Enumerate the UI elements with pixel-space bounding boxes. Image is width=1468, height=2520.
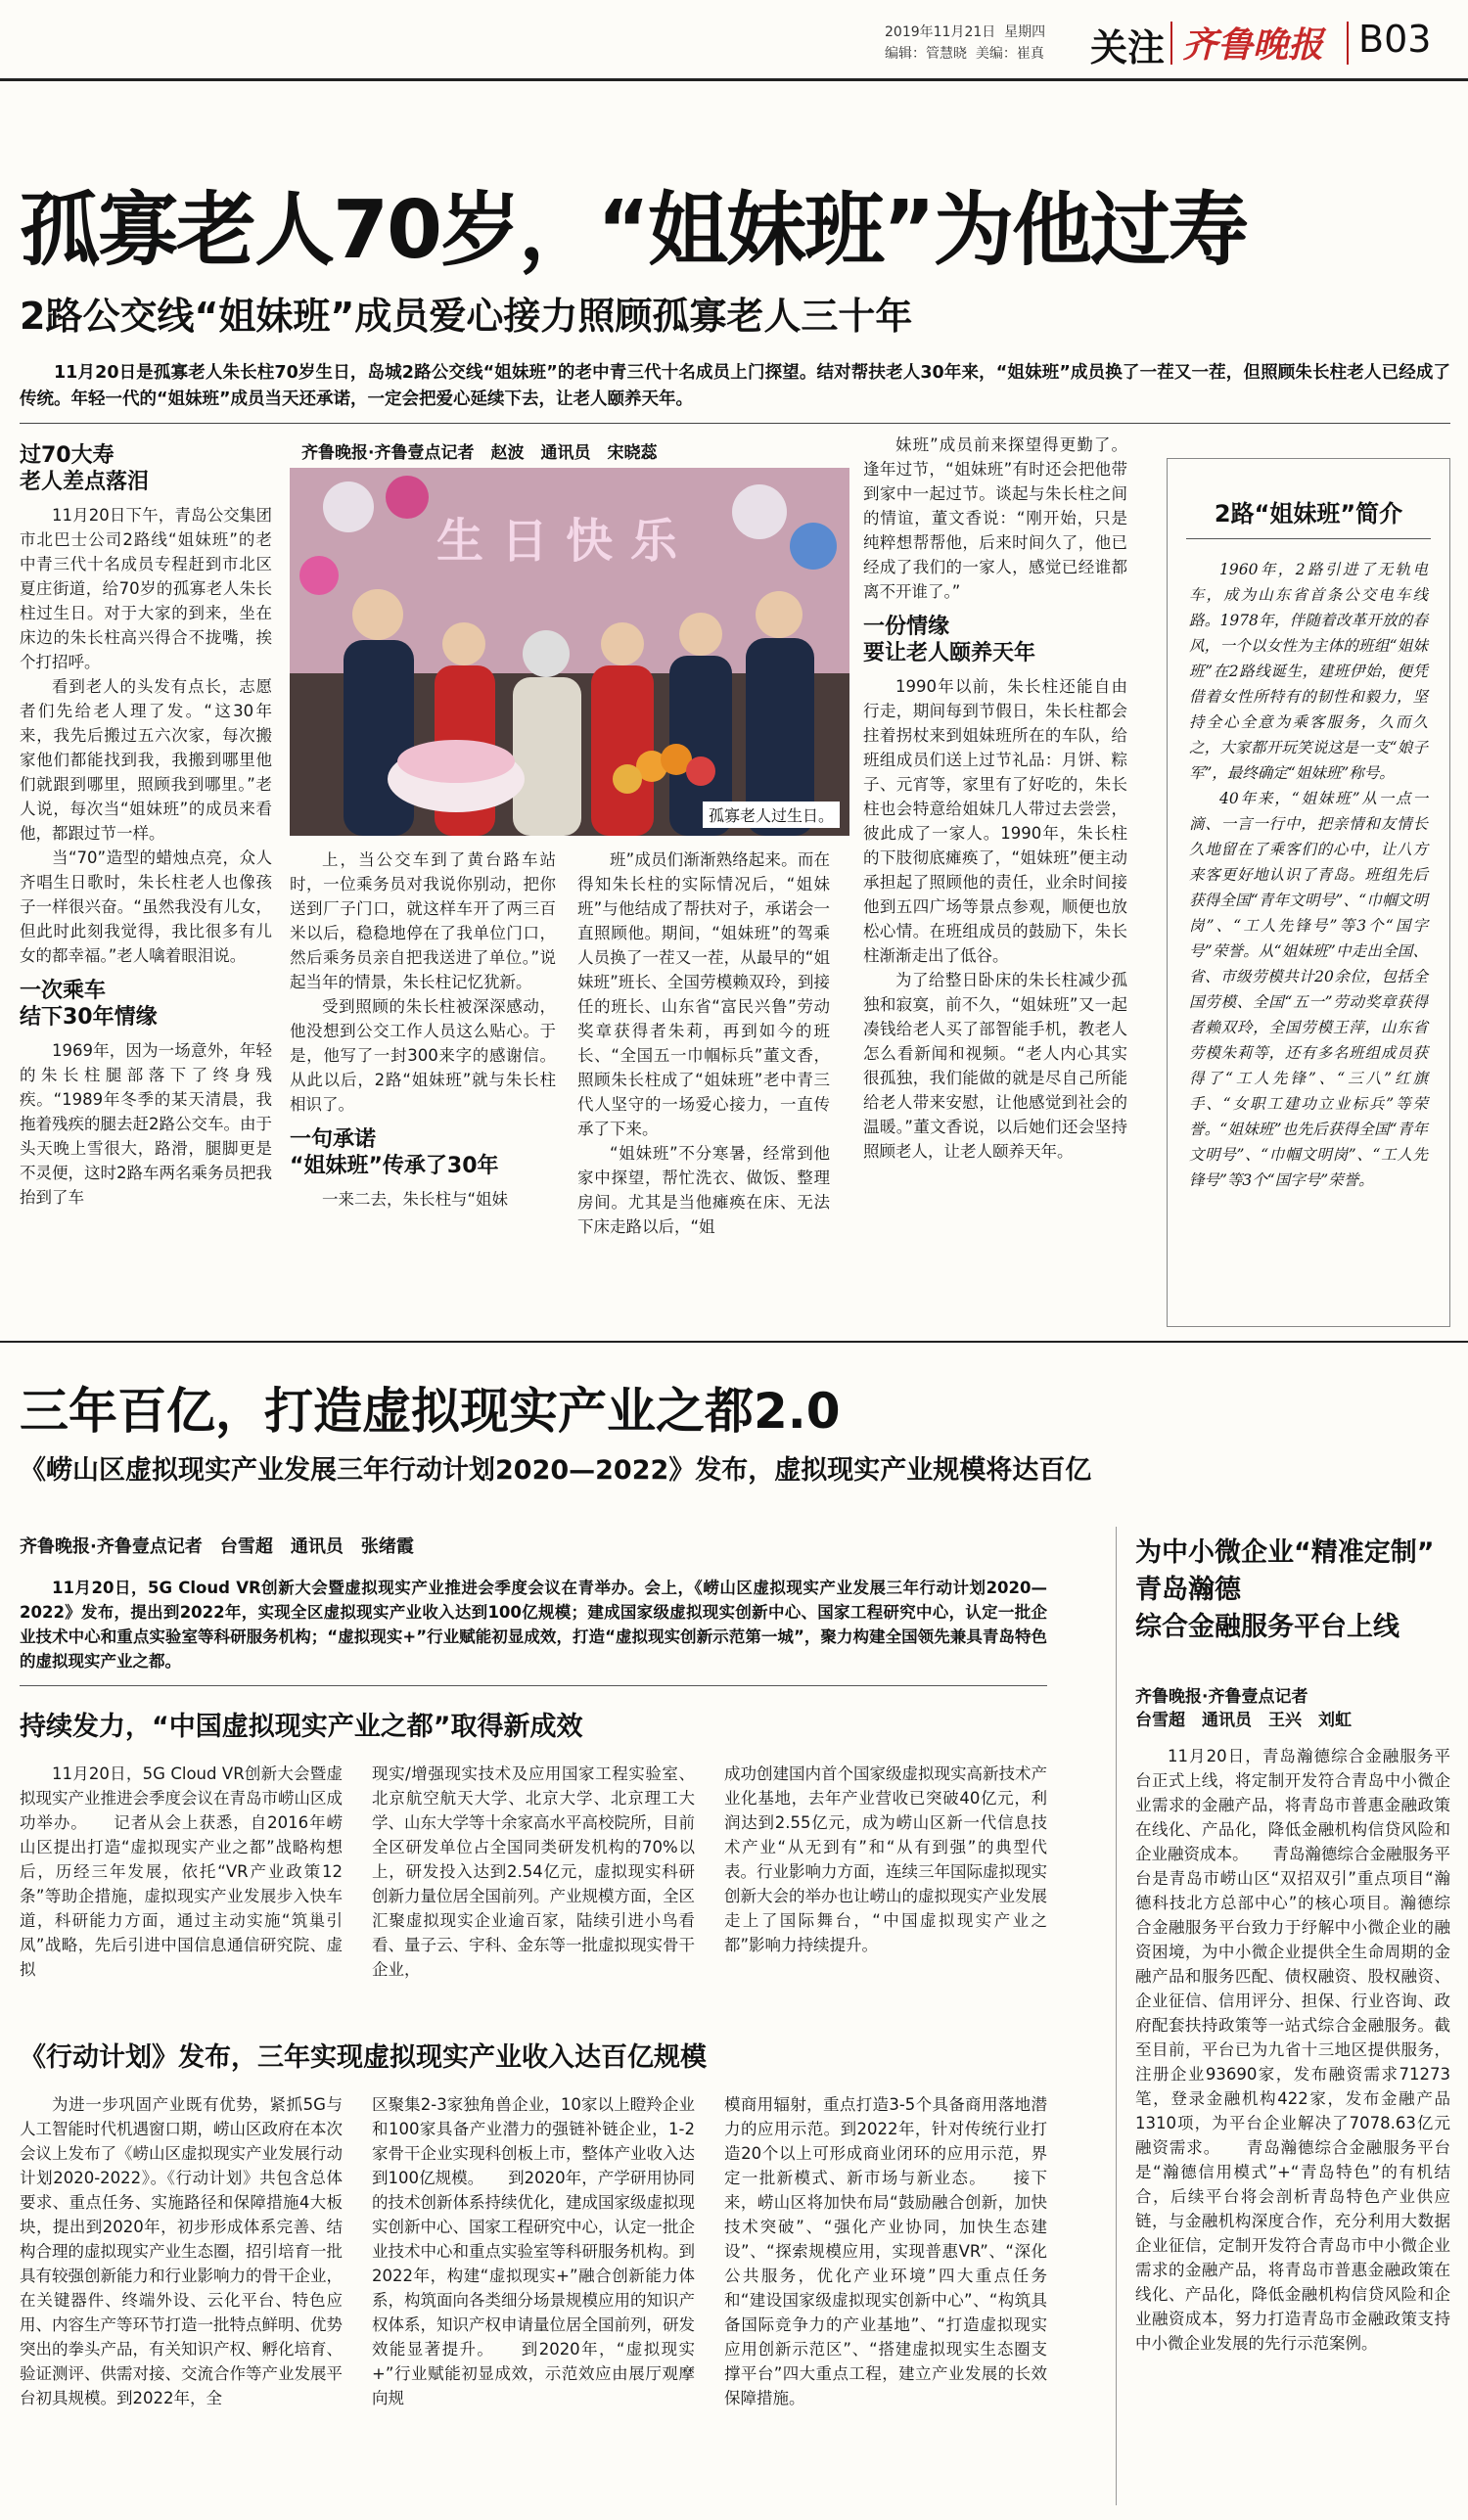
paragraph: 现实/增强现实技术及应用国家工程实验室、北京航空航天大学、北京大学、北京理工大学、山东大学等十余家高水平高校院所，目前全区研发单位占全国同类研发机构的70%以上，研发投入达到2.54亿元，虚拟现实科研创新力量位居全国前列。产业规模方面，全区汇聚虚拟现实企业逾百家，陆续引进小鸟看看、量子云、宇科、金东等一批虚拟现实骨干企业， xyxy=(372,1764,695,1979)
paper-logo: 齐鲁晚报 xyxy=(1182,24,1324,66)
paragraph: 40年来，“姐妹班”从一点一滴、一言一行中，把亲情和友情长久地留在了乘客们的心中，让八方来客更好地认识了青岛。班组先后获得全国“青年文明号”、“巾帼文明岗”、“工人先锋号”等3个“国字号”荣誉。从“姐妹班”中走出全国、省、市级劳模共计20余位，包括全国劳模、全国“五一”劳动奖章获得者赖双玲，全国劳模王萍，山东省劳模朱莉等，还有多名班组成员获得了“工人先锋”、“三八”红旗手、“女职工建功立业标兵”等荣誉。“姐妹班”也先后获得全国“青年文明号”、“巾帼文明岗”、“工人先锋号”等3个“国字号”荣誉。 xyxy=(1189,790,1428,1189)
story1-col3 xyxy=(577,848,830,1239)
story2-a-col3 xyxy=(724,1762,1047,1957)
story1-col4 xyxy=(863,433,1127,1164)
paragraph: 1990年以前，朱长柱还能自由行走，期间每到节假日，朱长柱都会拄着拐杖来到姐妹班所在的车队，给班组成员们送上过节礼品：月饼、粽子、元宵等，家里有了好吃的，朱长柱也会特意给姐妹几人带过去尝尝，彼此成了一家人。1990年，朱长柱的下肢彻底瘫痪了，“姐妹班”便主动承担起了照顾他的责任，业余时间接他到五四广场等景点参观，顺便也放松心情。在班组成员的鼓励下，朱长柱渐渐走出了低谷。 xyxy=(863,677,1127,965)
page-code: B03 xyxy=(1358,18,1432,61)
photo-caption: 孤寡老人过生日。 xyxy=(703,802,840,828)
story2-b-col1 xyxy=(20,2092,343,2410)
story2-lead: 11月20日，5G Cloud VR创新大会暨虚拟现实产业推进会季度会议在青举办。会上，《崂山区虚拟现实产业发展三年行动计划2020—2022》发布，提出到2022年，实现全区虚拟现实产业收入达到100亿规模；建成国家级虚拟现实创新中心、国家工程研究中心，认定一批企业技术中心和重点实验室等科研服务机构；“虚拟现实+”行业赋能初显成效，打造“虚拟现实创新示范第一城”，聚力构建全国领先兼具青岛特色的虚拟现实产业之都。 xyxy=(20,1579,1047,1671)
story2-section-1: 持续发力，“中国虚拟现实产业之都”取得新成效 xyxy=(20,1712,583,1742)
paragraph: 模商用辐射，重点打造3-5个具备商用落地潜力的应用示范。到2022年，针对传统行业打造20个以上可形成商业闭环的应用示范，界定一批新模式、新市场与新业态。 接下来，崂山区将加快布局“鼓励融合创新，加快技术突破”、“强化产业协同，加快生态建设”、“探索规模应用，实现普惠VR”、“深化公共服务，优化产业环境”四大重点任务和“建设国家级虚拟现实创新中心”、“构筑具备国际竞争力的产业基地”、“打造虚拟现实应用创新示范区”、“搭建虚拟现实生态圈支撑平台”四大重点工程，建立产业发展的长效保障措施。 xyxy=(724,2095,1047,2407)
story2-subhead: 《崂山区虚拟现实产业发展三年行动计划2020—2022》发布，虚拟现实产业规模将达百亿 xyxy=(20,1455,1092,1486)
story2-headline: 三年百亿，打造虚拟现实产业之都2.0 xyxy=(20,1383,841,1440)
paragraph: 为了给整日卧床的朱长柱减少孤独和寂寞，前不久，“姐妹班”又一起凑钱给老人买了部智能手机，教老人怎么看新闻和视频。“老人内心其实很孤独，我们能做的就是尽自己所能给老人带来安慰，让他感觉到社会的温暖。”董文香说，以后她们还会坚持照顾老人，让老人颐养天年。 xyxy=(863,971,1127,1161)
column-divider xyxy=(1116,1527,1117,2505)
story1-subhead-3: 一句承诺 “姐妹班”传承了30年 xyxy=(290,1127,499,1178)
sidebar-body xyxy=(1168,539,1449,1193)
story2-a-col2 xyxy=(372,1762,695,1982)
paragraph: 1969年，因为一场意外，年轻的朱长柱腿部落下了终身残疾。“1989年冬季的某天清晨，我拖着残疾的腿去赶2路公交车。由于头天晚上雪很大，路滑，腿脚更是不灵便，这时2路车两名乘务员把我抬到了车 xyxy=(20,1041,272,1207)
story3-body xyxy=(1135,1744,1450,2356)
paragraph: 看到老人的头发有点长，志愿者们先给老人理了发。“这30年来，我先后搬过五六次家，每次搬家他们都能找到我，我搬到哪里他们就跟到哪里，照顾我到哪里。”老人说，每次当“姐妹班”的成员来看他，都跟过节一样。 xyxy=(20,677,272,843)
story1-col1 xyxy=(20,433,272,1210)
sidebar-title: 2路“姐妹班”简介 xyxy=(1214,500,1403,527)
paragraph: 区聚集2-3家独角兽企业，10家以上瞪羚企业和100家具备产业潜力的强链补链企业，1-2家骨干企业实现科创板上市，整体产业收入达到100亿规模。 到2020年，产学研用协同的技术创新体系持续优化，建成国家级虚拟现实创新中心、国家工程研究中心，认定一批企业技术中心和重点实验室等科研服务机构。到2022年，构建“虚拟现实+”融合创新能力体系，构筑面向各类细分场景规模应用的知识产权体系，知识产权申请量位居全国前列，研发效能显著提升。 到2020年，“虚拟现实+”行业赋能初显成效，示范效应由展厅观摩向规 xyxy=(372,2095,695,2407)
header-rule xyxy=(0,78,1468,81)
header-editors: 编辑：管慧晓 美编：崔真 xyxy=(885,46,1044,62)
paragraph: 受到照顾的朱长柱被深深感动，他没想到公交工作人员这么贴心。于是，他写了一封300来字的感谢信。从此以后，2路“姐妹班”就与朱长柱相识了。 xyxy=(290,997,556,1114)
story1-col2 xyxy=(290,848,556,1212)
header-date: 2019年11月21日 星期四 xyxy=(885,24,1046,40)
paragraph: 11月20日，青岛瀚德综合金融服务平台正式上线，将定制开发符合青岛中小微企业需求的金融产品，将青岛市普惠金融政策在线化、产品化，降低金融机构信贷风险和企业融资成本。 青岛瀚德综合金融服务平台是青岛市崂山区“双招双引”重点项目“瀚德科技北方总部中心”的核心项目。瀚德综合金融服务平台致力于纾解中小微企业的融资困境，为中小微企业提供全生命周期的金融产品和服务匹配、债权融资、股权融资、企业征信、信用评分、担保、行业咨询、政府配套扶持政策等一站式综合金融服务。截至目前，平台已为九省十三地区提供服务，注册企业93690家，发布融资需求71273笔，登录金融机构422家，发布金融产品1310项，为平台企业解决了7078.63亿元融资需求。 青岛瀚德综合金融服务平台是“瀚德信用模式”+“青岛特色”的有机结合，后续平台将会剖析青岛特色产业供应链，与金融机构深度合作，充分利用大数据企业征信，定制开发符合青岛市中小微企业需求的金融产品，将青岛市普惠金融政策在线化、产品化，降低金融机构信贷风险和企业融资成本，努力打造青岛市金融政策支持中小微企业发展的先行示范案例。 xyxy=(1135,1747,1450,2353)
story2-b-col3 xyxy=(724,2092,1047,2410)
sidebar-box xyxy=(1167,458,1450,1327)
paragraph: 11月20日下午，青岛公交集团市北巴士公司2路线“姐妹班”的老中青三代十名成员专程赶到市北区夏庄街道，给70岁的孤寡老人朱长柱过生日。对于大家的到来，坐在床边的朱长柱高兴得合不拢嘴，挨个打招呼。 xyxy=(20,506,272,671)
paragraph: 当“70”造型的蜡烛点亮，众人齐唱生日歌时，朱长柱老人也像孩子一样很兴奋。“虽然我没有儿女，但此时此刻我觉得，我比很多有儿女的都幸福。”老人噙着眼泪说。 xyxy=(20,848,272,965)
story2-a-col1 xyxy=(20,1762,343,1982)
section-divider xyxy=(0,1341,1468,1343)
story2-lead-rule xyxy=(20,1685,1047,1686)
story3-byline: 齐鲁晚报·齐鲁壹点记者 台雪超 通讯员 王兴 刘虹 xyxy=(1135,1687,1352,1730)
story1-subhead-1: 过70大寿 老人差点落泪 xyxy=(20,443,150,494)
header-divider-2 xyxy=(1347,22,1349,65)
photo-banner: 生日快乐 xyxy=(436,514,696,569)
story2-b-col2 xyxy=(372,2092,695,2410)
story1-subhead-2: 一次乘车 结下30年情缘 xyxy=(20,979,158,1030)
paragraph: 为进一步巩固产业既有优势，紧抓5G与人工智能时代机遇窗口期，崂山区政府在本次会议上发布了《崂山区虚拟现实产业发展行动计划2020-2022》。《行动计划》共包含总体要求、重点任务、实施路径和保障措施4大板块，提出到2020年，初步形成体系完善、结构合理的虚拟现实产业生态圈，招引培育一批具有较强创新能力和行业影响力的骨干企业，在关键器件、终端外设、云化平台、特色应用、内容生产等环节打造一批特点鲜明、优势突出的拳头产品，有关知识产权、孵化培育、验证测评、供需对接、交流合作等产业发展平台初具规模。到2022年，全 xyxy=(20,2095,343,2407)
story2-byline: 齐鲁晚报·齐鲁壹点记者 台雪超 通讯员 张绪霞 xyxy=(20,1536,414,1557)
story2-section-2: 《行动计划》发布，三年实现虚拟现实产业收入达百亿规模 xyxy=(20,2042,707,2073)
story1-subhead: 2路公交线“姐妹班”成员爱心接力照顾孤寡老人三十年 xyxy=(20,295,913,338)
section-name: 关注 xyxy=(1090,26,1166,69)
paragraph: 1960年，2路引进了无轨电车，成为山东省首条公交电车线路。1978年，伴随着改革开放的春风，一个以女性为主体的班组“姐妹班”在2路线诞生，建班伊始，便凭借着女性所特有的韧性和毅力，坚持全心全意为乘客服务，久而久之，大家都开玩笑说这是一支“娘子军”，最终确定“姐妹班”称号。 xyxy=(1189,561,1428,782)
story1-photo xyxy=(290,468,849,836)
story1-lead-rule xyxy=(20,423,1450,424)
paragraph: 成功创建国内首个国家级虚拟现实高新技术产业化基地，去年产业营收已突破40亿元，利润达到2.55亿元，成为崂山区新一代信息技术产业“从无到有”和“从有到强”的典型代表。行业影响力方面，连续三年国际虚拟现实创新大会的举办也让崂山的虚拟现实产业发展走上了国际舞台，“中国虚拟现实产业之都”影响力持续提升。 xyxy=(724,1764,1047,1954)
paragraph: 11月20日，5G Cloud VR创新大会暨虚拟现实产业推进会季度会议在青岛市崂山区成功举办。 记者从会上获悉，自2016年崂山区提出打造“虚拟现实产业之都”战略构想后，历经三年发展，依托“VR产业政策12条”等助企措施，虚拟现实产业发展步入快车道，科研能力方面，通过主动实施“筑巢引凤”战略，先后引进中国信息通信研究院、虚拟 xyxy=(20,1764,343,1979)
story1-headline: 孤寡老人70岁，“姐妹班”为他过寿 xyxy=(20,184,1247,277)
paragraph: 一来二去，朱长柱与“姐妹 xyxy=(322,1190,509,1209)
story3-headline: 为中小微企业“精准定制” 青岛瀚德 综合金融服务平台上线 xyxy=(1135,1537,1435,1642)
story1-byline: 齐鲁晚报·齐鲁壹点记者 赵波 通讯员 宋晓蕊 xyxy=(301,443,658,463)
story1-subhead-4: 一份情缘 要让老人颐养天年 xyxy=(863,615,1036,665)
paragraph: 妹班”成员前来探望得更勤了。逢年过节，“姐妹班”有时还会把他带到家中一起过节。谈起与朱长柱之间的情谊，董文香说：“刚开始，只是纯粹想帮帮他，后来时间久了，他已经成了我们的一家人，感觉已经谁都离不开谁了。” xyxy=(863,435,1127,601)
header-divider xyxy=(1170,22,1172,65)
story1-lead: 11月20日是孤寡老人朱长柱70岁生日，岛城2路公交线“姐妹班”的老中青三代十名成员上门探望。结对帮扶老人30年来，“姐妹班”成员换了一茬又一茬，但照顾朱长柱老人已经成了传统。年轻一代的“姐妹班”成员当天还承诺，一定会把爱心延续下去，让老人颐养天年。 xyxy=(20,363,1450,409)
paragraph: 班”成员们渐渐熟络起来。而在得知朱长柱的实际情况后，“姐妹班”与他结成了帮扶对子，承诺会一直照顾他。期间，“姐妹班”的驾乘人员换了一茬又一茬，从最早的“姐妹班”班长、全国劳模赖双玲，到接任的班长、山东省“富民兴鲁”劳动奖章获得者朱莉，再到如今的班长、“全国五一巾帼标兵”董文香，照顾朱长柱成了“姐妹班”老中青三代人坚守的一场爱心接力，一直传承了下来。 xyxy=(577,850,830,1138)
paragraph: “姐妹班”不分寒暑，经常到他家中探望，帮忙洗衣、做饭、整理房间。尤其是当他瘫痪在床、无法下床走路以后，“姐 xyxy=(577,1144,830,1236)
paragraph: 上，当公交车到了黄台路车站时，一位乘务员对我说你别动，把你送到厂子门口，就这样车开了两三百米以后，稳稳地停在了我单位门口，然后乘务员亲自把我送进了单位。”说起当年的情景，朱长柱记忆犹新。 xyxy=(290,850,556,991)
